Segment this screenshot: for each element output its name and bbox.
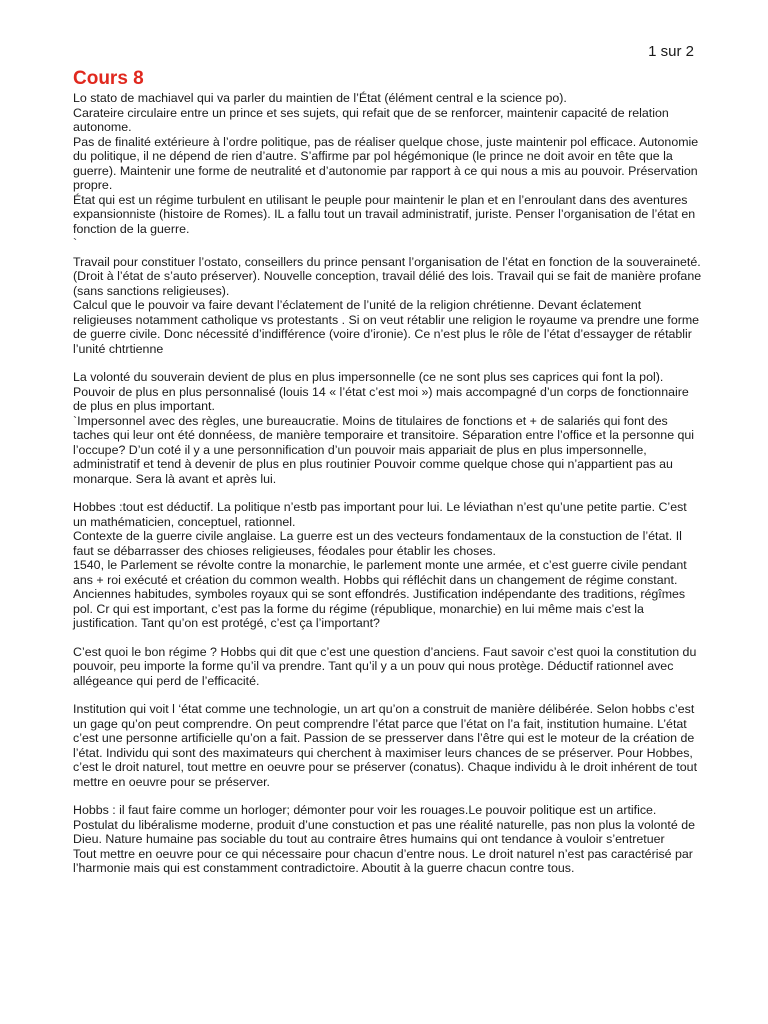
paragraph-3: Pas de finalité extérieure à l’ordre politique, pas de réaliser quelque chose, juste maintenir pol efficace. Autonomie du politique, il ne dépend de rien d’autre. S’affirme par pol hégémonique (le prince ne doit avoir en tête que la guerre). Maintenir une forme de neutralité et d’autonomie par rapport à ce qui nous a mis au pouvoir. Préservation propre.	[73, 134, 699, 192]
spacer	[73, 356, 703, 370]
paragraph-14: Hobbs : il faut faire comme un horloger; démonter pour voir les rouages.Le pouvoir politique est un artifice. Postulat du libéralisme moderne, produit d’une constuction et pas une réalité naturelle, pas non plus la volonté de Dieu. Nature humaine pas sociable du tout au contraire êtres humains qui ont tendance à vouloir s’entretuer	[73, 803, 695, 846]
paragraph-7: La volonté du souverain devient de plus en plus impersonnelle (ce ne sont plus ses caprices qui font la pol). Pouvoir de plus en plus personnalisé (louis 14 « l’état c’est moi ») mais accompagné d’un corps de fonctionnaire de plus en plus important.	[73, 370, 689, 413]
spacer	[73, 688, 703, 702]
paragraph-8: `Impersonnel avec des règles, une bureaucratie. Moins de titulaires de fonctions et + de salariés qui font des taches qui leur ont été donnéess, de manière temporaire et transitoire. Séparation entre l’office et la personne qui l’occupe? D’un coté il y a une personnification d’un pouvoir mais appariait de plus en plus impersonnelle, administratif et tend à devenir de plus en plus routinier Pouvoir comme quelque chose qui n’appartient pas au monarque. Sera là avant et après lui.	[73, 413, 695, 486]
paragraph-1: Lo stato de machiavel qui va parler du maintien de l’État (élément central e la science po).	[73, 91, 567, 105]
paragraph-15: Tout mettre en oeuvre pour ce qui nécessaire pour chacun d’entre nous. Le droit naturel n’est pas caractérisé par l’harmonie mais qui est constamment contradictoire. Aboutit à la guerre chacun contre tous.	[73, 846, 693, 875]
paragraph-11: 1540, le Parlement se révolte contre la monarchie, le parlement monte une armée, et c’est guerre civile pendant ans + roi exécuté et création du common wealth. Hobbs qui réfléchit dans un changement de régime constant. Anciennes habitudes, symboles royaux qui se sont effondrés. Justification indépendante des traditions, régîmes pol. Cr qui est important, c’est pas la forme du régime (république, monarchie) en lui même mais c’est la justification. Tant qu’on est protégé, c’est ça l’important?	[73, 558, 687, 630]
spacer	[73, 631, 703, 645]
spacer	[73, 486, 703, 500]
paragraph-5: Travail pour constituer l’ostato, conseillers du prince pensant l’organisation de l’état en fonction de la souveraineté. (Droit à l’état de s’auto préserver). Nouvelle conception, travail délié des lois. Travail qui se fait de manière profane (sans sanctions religieuses).	[73, 254, 702, 298]
paragraph-13: Institution qui voit l ‘état comme une technologie, un art qu’on a construit de manière délibérée. Selon hobbs c’est un gage qu’on peut comprendre. On peut comprendre l’état parce que l’état on l’a fait, institution humaine. L’état c’est une personne artificielle qu’on a fait. Passion de se presserver dans l’être qui est le moteur de la création de l’état. Individu qui sont des maximateurs qui cherchent à maximiser leurs chances de se préserver. Pour Hobbes, c’est le droit naturel, tout mettre en oeuvre pour se préserver (conatus). Chaque individu à le droit inhérent de tout mettre en oeuvre pour se préserver.	[73, 702, 698, 789]
paragraph-9: Hobbes :tout est déductif. La politique n’estb pas important pour lui. Le léviathan n’est qu’une petite partie. C’est un mathématicien, conceptuel, rationnel.	[73, 500, 687, 529]
paragraph-6: Calcul que le pouvoir va faire devant l’éclatement de l’unité de la religion chrétienne. Devant éclatement religieuses notamment catholique vs protestants . Si on veut rétablir une religion le royaume va prendre une forme de guerre civile. Donc nécessité d’indifférence (voire d’ironie). Ce n’est plus le rôle de l’état d’essayger de rétablir l’unité chtrtienne	[73, 298, 700, 356]
paragraph-4: État qui est un régime turbulent en utilisant le peuple pour maintenir le plan et en l’enroulant dans des aventures expansionniste (histoire de Romes). IL a fallu tout un travail administratif, juriste. Penser l’organisation de l’état en fonction de la guerre.	[73, 192, 696, 236]
page-number: 1 sur 2	[648, 43, 694, 60]
paragraph-10: Contexte de la guerre civile anglaise. La guerre est un des vecteurs fondamentaux de la constuction de l’état. Il faut se débarrasser des chioses religieuses, féodales pour établir les choses.	[73, 529, 682, 558]
document-body	[73, 68, 703, 876]
paragraph-12: C’est quoi le bon régime ? Hobbs qui dit que c’est une question d’anciens. Faut savoir c’est quoi la constitution du pouvoir, peu importe la forme qu’il va prendre. Tant qu’il y a un pouv qui nous protège. Déductif rationnel avec allégeance qui perd de l’efficacité.	[73, 644, 697, 688]
paragraph-2: Carateire circulaire entre un prince et ses sujets, qui refait que de se renforcer, maintenir capacité de relation autonome.	[73, 105, 669, 134]
course-title: Cours 8	[73, 68, 144, 89]
spacer	[73, 789, 703, 803]
paragraph-backtick: `	[73, 236, 78, 250]
